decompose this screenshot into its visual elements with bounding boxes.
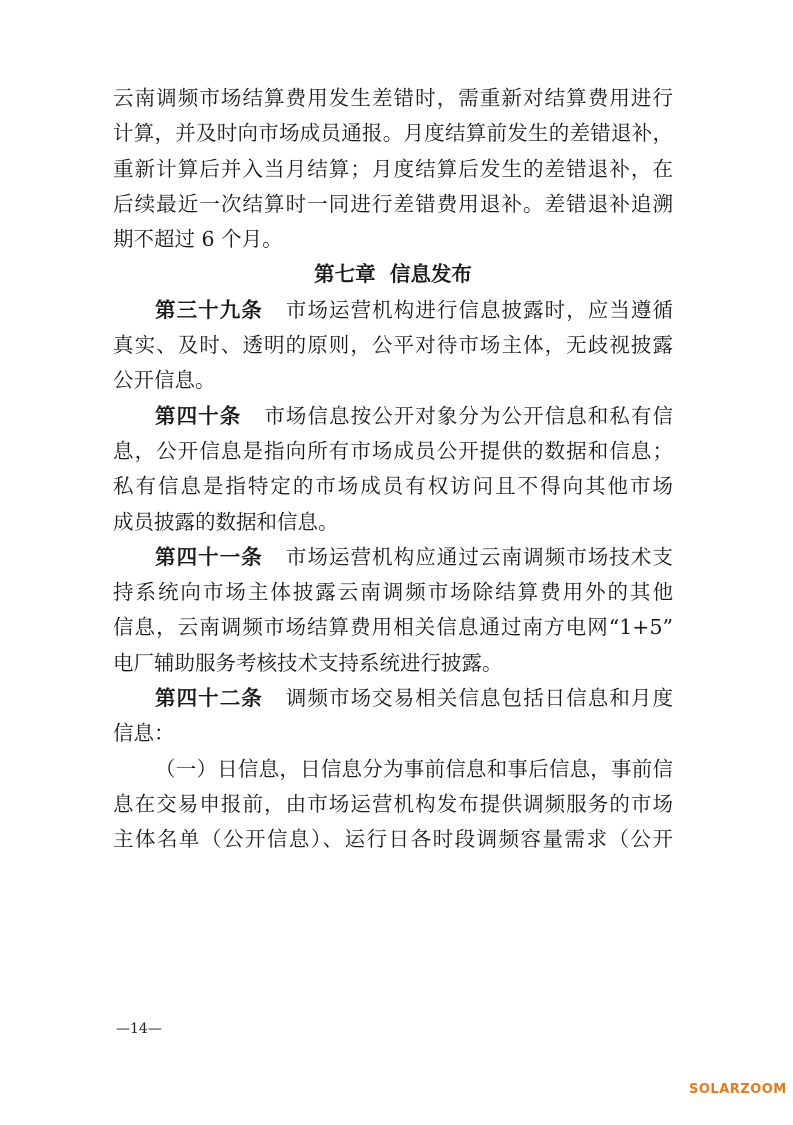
- article-text: 市场运营机构应通过云南调频市场技术支: [284, 544, 674, 569]
- watermark-logo: SOLARZOOM: [689, 1082, 787, 1097]
- article-label: 第四十二条: [155, 686, 263, 711]
- article-label: 第四十条: [155, 403, 242, 428]
- text-line: 成员披露的数据和信息。: [113, 509, 339, 534]
- text-line: 私有信息是指特定的市场成员有权访问且不得向其他市场: [113, 474, 673, 499]
- text-line: 真实、及时、透明的原则，公平对待市场主体，无歧视披露: [113, 333, 673, 358]
- article-39-first-line: [113, 297, 674, 322]
- article-41-first-line: [113, 544, 674, 569]
- text-line: 主体名单（公开信息）、运行日各时段调频容量需求（公开: [113, 827, 673, 852]
- text-line: 云南调频市场结算费用发生差错时，需重新对结算费用进行: [113, 86, 673, 110]
- text-line: 计算，并及时向市场成员通报。月度结算前发生的差错退补，: [113, 121, 673, 146]
- text-line: 后续最近一次结算时一同进行差错费用退补。差错退补追溯: [113, 191, 673, 216]
- text-line: 息在交易申报前，由市场运营机构发布提供调频服务的市场: [113, 791, 673, 816]
- article-label: 第三十九条: [155, 297, 263, 322]
- item-1-first-line: （一）日信息，日信息分为事前信息和事后信息，事前信: [155, 756, 673, 781]
- chapter-title: 第七章 信息发布: [314, 262, 472, 287]
- article-42-first-line: [113, 688, 673, 709]
- article-40-first-line: [113, 403, 674, 428]
- text-line: 电厂辅助服务考核技术支持系统进行披露。: [113, 650, 503, 675]
- text-line: 息，公开信息是指向所有市场成员公开提供的数据和信息；: [113, 438, 673, 463]
- text-line: 信息，云南调频市场结算费用相关信息通过南方电网“1+5”: [113, 615, 673, 640]
- article-text: 市场信息按公开对象分为公开信息和私有信: [263, 403, 674, 428]
- text-line: 持系统向市场主体披露云南调频市场除结算费用外的其他: [113, 580, 673, 605]
- text-line: 信息：: [113, 721, 175, 746]
- text-line: 公开信息。: [113, 368, 216, 393]
- article-label: 第四十一条: [155, 544, 263, 569]
- text-line: 重新计算后并入当月结算；月度结算后发生的差错退补，在: [113, 156, 673, 181]
- article-text: 调频市场交易相关信息包括日信息和月度: [284, 686, 674, 711]
- article-text: 市场运营机构进行信息披露时，应当遵循: [284, 297, 674, 322]
- page-number: —14—: [116, 1021, 162, 1037]
- text-line: 期不超过 6 个月。: [113, 227, 283, 252]
- document-body: [113, 88, 673, 865]
